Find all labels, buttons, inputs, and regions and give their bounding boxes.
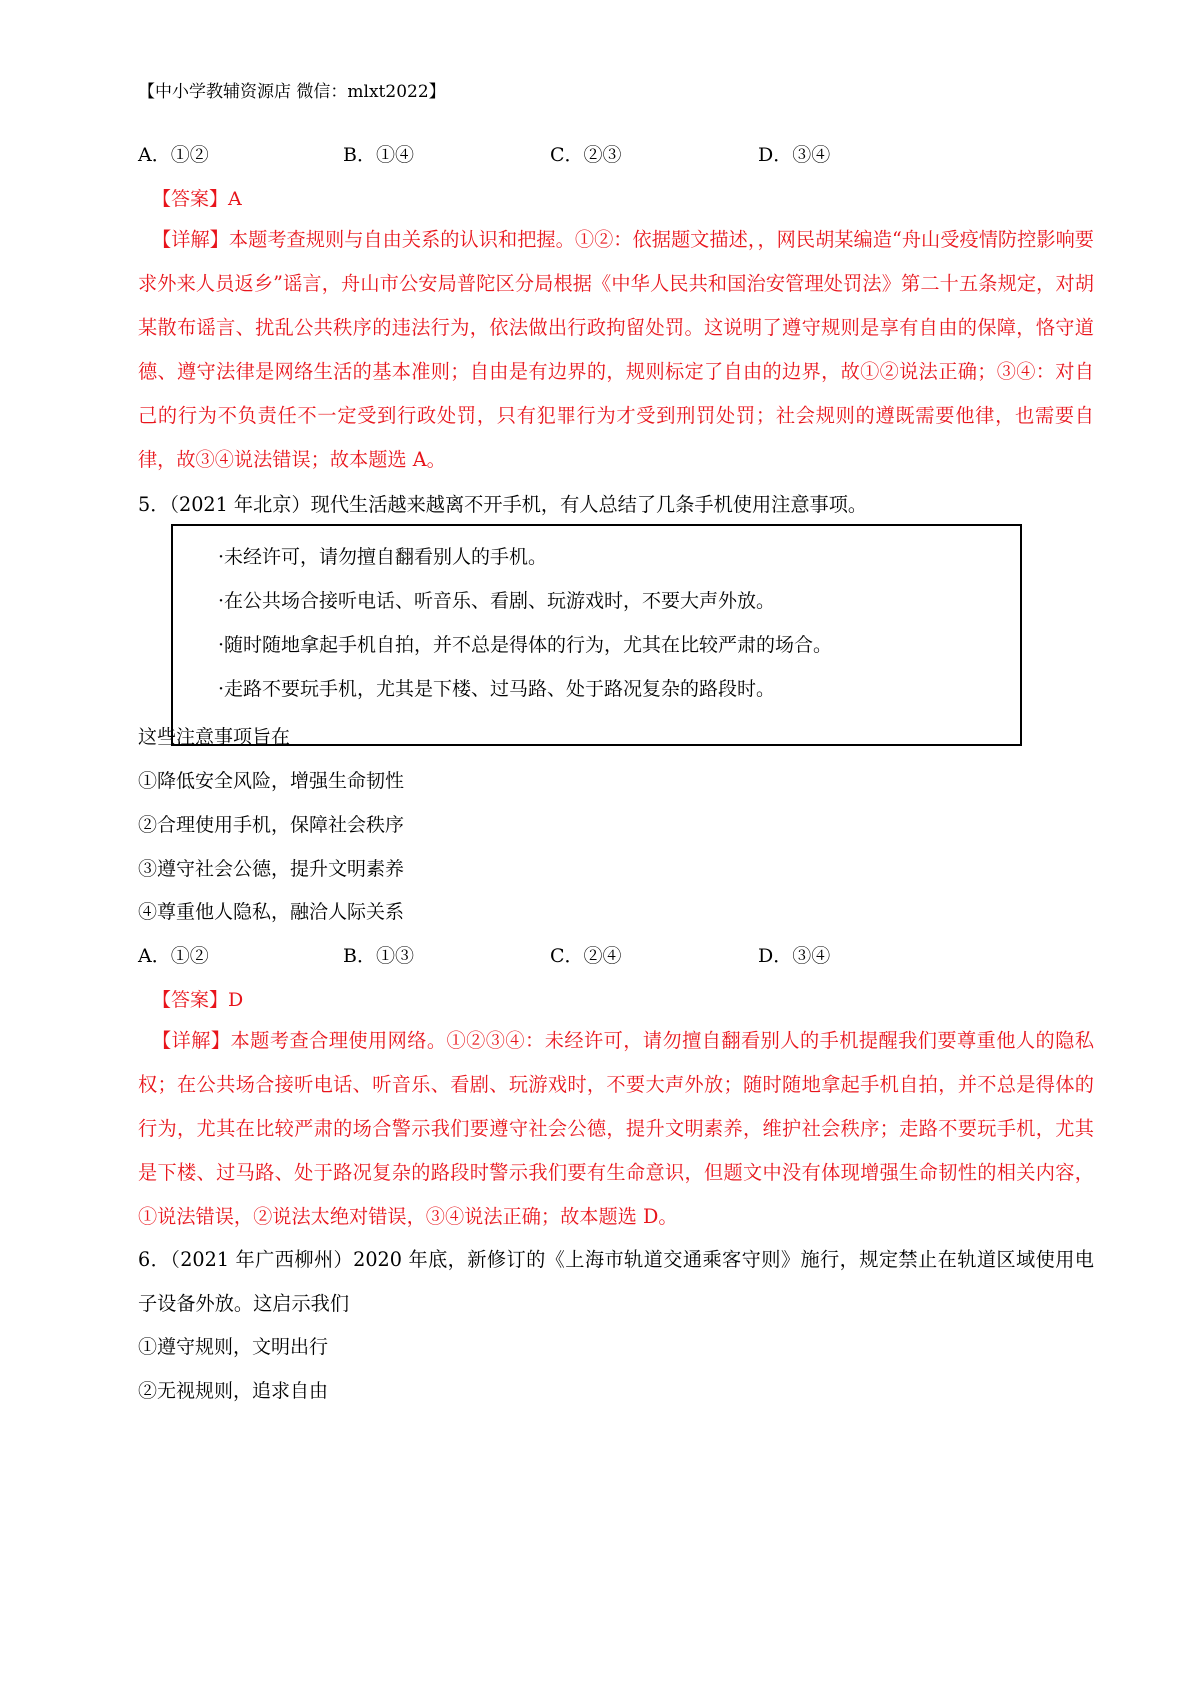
q4-option-c: C．②③ [550, 144, 622, 166]
q4-option-d: D．③④ [758, 144, 831, 166]
q6-stem: 6．（2021 年广西柳州）2020 年底，新修订的《上海市轨道交通乘客守则》施行，规定禁止在轨道区域使用电子设备外放。这启示我们 [138, 1248, 1094, 1315]
q5-explanation [138, 1019, 1094, 1239]
q4-answer-value: A [228, 188, 242, 210]
q5-statement-1: ①降低安全风险，增强生命韧性 [138, 770, 405, 792]
q5-option-d: D．③④ [758, 945, 831, 967]
q5-prompt: 这些注意事项旨在 [138, 726, 291, 748]
q5-option-c: C．②④ [550, 945, 622, 967]
q4-explain-text: 本题考查规则与自由关系的认识和把握。①②：依据题文描述，，网民胡某编造“舟山受疫情防控影响要求外来人员返乡”谣言，舟山市公安局普陀区分局根据《中华人民共和国治安管理处罚法》第二十五条规定，对胡某散布谣言、扰乱公共秩序的违法行为，依法做出行政拘留处罚。这说明了遵守规则是享有自由的保障，恪守道德、遵守法律是网络生活的基本准则；自由是有边界的，规则标定了自由的边界，故①②说法正确；③④：对自己的行为不负责任不一定受到行政处罚，只有犯罪行为才受到刑罚处罚；社会规则的遵既需要他律，也需要自律，故③④说法错误；故本题选 A。 [138, 228, 1094, 471]
q5-option-a: A．①② [138, 945, 209, 967]
q5-explain-text: 本题考查合理使用网络。①②③④：未经许可，请勿擅自翻看别人的手机提醒我们要尊重他人的隐私权；在公共场合接听电话、听音乐、看剧、玩游戏时，不要大声外放；随时随地拿起手机自拍，并不总是得体的行为，尤其在比较严肃的场合警示我们要遵守社会公德，提升文明素养，维护社会秩序；走路不要玩手机，尤其是下楼、过马路、处于路况复杂的路段时警示我们要有生命意识，但题文中没有体现增强生命韧性的相关内容，①说法错误，②说法太绝对错误，③④说法正确；故本题选 D。 [138, 1029, 1095, 1228]
q5-notice-item: ·在公共场合接听电话、听音乐、看剧、玩游戏时，不要大声外放。 [218, 590, 776, 612]
q5-options [138, 941, 1058, 971]
q4-answer [152, 184, 242, 214]
q5-statement-2: ②合理使用手机，保障社会秩序 [138, 814, 405, 836]
q6-statement-1: ①遵守规则，文明出行 [138, 1336, 329, 1358]
q5-explain-tag: 【详解】 [152, 1029, 231, 1052]
q5-option-b: B．①③ [343, 945, 414, 967]
q6-statement-2: ②无视规则，追求自由 [138, 1380, 329, 1402]
q4-explanation [138, 218, 1094, 482]
q5-answer-tag: 【答案】 [152, 989, 229, 1011]
q5-answer-value: D [228, 989, 244, 1011]
q4-option-a: A．①② [138, 144, 209, 166]
q5-statement-4: ④尊重他人隐私，融洽人际关系 [138, 901, 405, 923]
q5-notice-item: ·走路不要玩手机，尤其是下楼、过马路、处于路况复杂的路段时。 [218, 678, 776, 700]
q5-answer [152, 985, 243, 1015]
q4-answer-tag: 【答案】 [152, 188, 229, 210]
q5-notice-box [171, 524, 1022, 746]
q4-explain-tag: 【详解】 [152, 228, 229, 251]
q5-notice-item: ·未经许可，请勿擅自翻看别人的手机。 [218, 546, 548, 568]
q5-stem: 5．（2021 年北京）现代生活越来越离不开手机，有人总结了几条手机使用注意事项。 [138, 493, 868, 516]
page-header: 【中小学教辅资源店 微信：mlxt2022】 [138, 82, 446, 102]
q4-options [138, 140, 1058, 170]
q4-option-b: B．①④ [343, 144, 414, 166]
q5-statement-3: ③遵守社会公德，提升文明素养 [138, 858, 405, 880]
q5-notice-item: ·随时随地拿起手机自拍，并不总是得体的行为，尤其在比较严肃的场合。 [218, 634, 833, 656]
